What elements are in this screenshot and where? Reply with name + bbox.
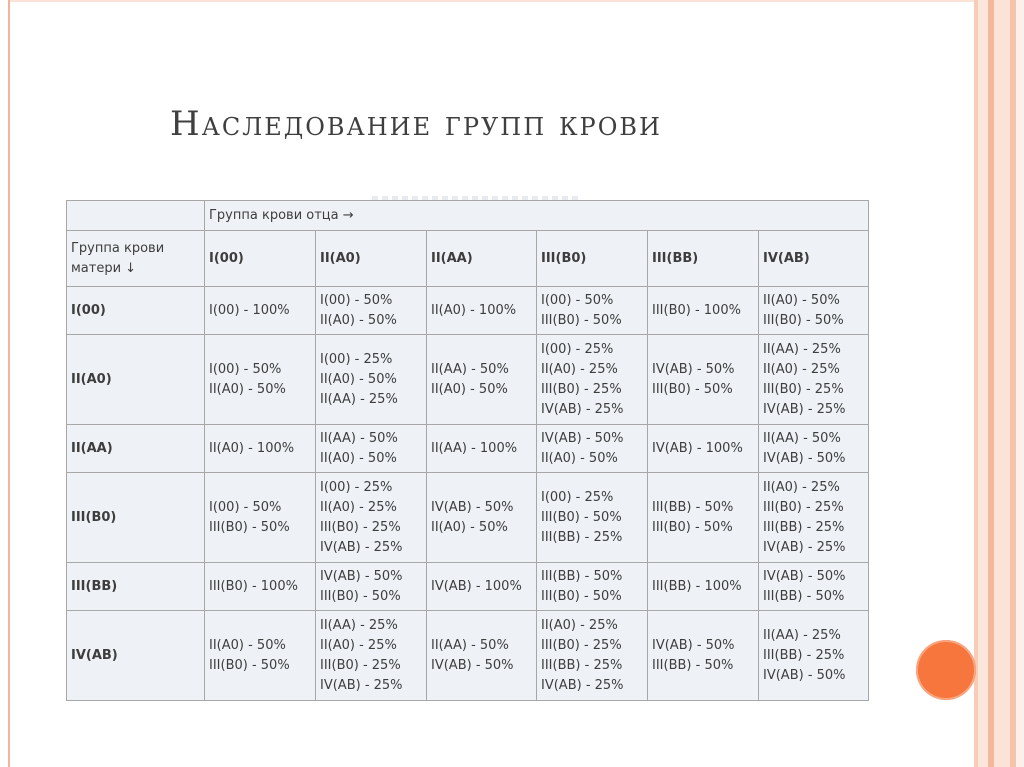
offspring-cell: [648, 563, 759, 611]
offspring-probability: II(A0) - 50%: [320, 312, 397, 328]
offspring-probability: III(B0) - 25%: [541, 381, 622, 397]
offspring-probability: IV(AB) - 100%: [431, 578, 522, 594]
offspring-probability: II(A0) - 25%: [320, 499, 397, 515]
offspring-probability: III(B0) - 25%: [320, 657, 401, 673]
offspring-probability: IV(AB) - 50%: [431, 657, 514, 673]
table-row: [67, 473, 869, 563]
table-row: [67, 425, 869, 473]
offspring-probability: IV(AB) - 25%: [320, 677, 403, 693]
offspring-probability: III(BB) - 50%: [652, 499, 734, 515]
offspring-probability: II(AA) - 50%: [431, 361, 509, 377]
mother-group-label-text: Группа крови матери ↓: [71, 240, 165, 276]
offspring-cell: [759, 611, 869, 701]
offspring-probability: II(A0) - 25%: [763, 361, 840, 377]
offspring-cell: [537, 287, 648, 335]
mother-row-header: III(B0): [67, 473, 205, 563]
offspring-probability: IV(AB) - 50%: [763, 568, 846, 584]
offspring-cell: [648, 611, 759, 701]
offspring-probability: I(00) - 25%: [541, 489, 614, 505]
offspring-cell: [759, 287, 869, 335]
offspring-cell: [427, 425, 537, 473]
offspring-probability: IV(AB) - 50%: [763, 667, 846, 683]
offspring-probability: II(A0) - 25%: [320, 637, 397, 653]
offspring-cell: [205, 563, 316, 611]
offspring-probability: IV(AB) - 50%: [541, 430, 624, 446]
offspring-probability: III(B0) - 50%: [541, 312, 622, 328]
offspring-probability: II(AA) - 50%: [320, 430, 398, 446]
offspring-cell: [205, 473, 316, 563]
father-column-header: I(00): [205, 231, 316, 287]
mother-row-header: IV(AB): [67, 611, 205, 701]
offspring-probability: III(B0) - 50%: [541, 588, 622, 604]
father-column-header: II(A0): [316, 231, 427, 287]
father-column-header: II(AA): [427, 231, 537, 287]
offspring-probability: I(00) - 50%: [209, 499, 282, 515]
mother-group-label: [67, 231, 205, 287]
slide-title: Наследование групп крови: [170, 104, 662, 144]
offspring-probability: III(B0) - 100%: [209, 578, 298, 594]
offspring-probability: III(B0) - 100%: [652, 302, 741, 318]
offspring-probability: II(AA) - 25%: [763, 627, 841, 643]
table-row: [67, 335, 869, 425]
offspring-probability: I(00) - 25%: [320, 351, 393, 367]
offspring-cell: [648, 287, 759, 335]
father-column-header: IV(AB): [759, 231, 869, 287]
offspring-cell: [316, 287, 427, 335]
offspring-probability: II(A0) - 50%: [431, 519, 508, 535]
offspring-probability: III(B0) - 25%: [320, 519, 401, 535]
offspring-probability: IV(AB) - 50%: [652, 637, 735, 653]
offspring-cell: [427, 563, 537, 611]
offspring-cell: [427, 335, 537, 425]
offspring-probability: I(00) - 25%: [320, 479, 393, 495]
offspring-probability: II(A0) - 50%: [320, 371, 397, 387]
offspring-cell: [316, 611, 427, 701]
offspring-cell: [759, 473, 869, 563]
offspring-cell: [316, 335, 427, 425]
offspring-cell: [537, 473, 648, 563]
offspring-probability: IV(AB) - 50%: [652, 361, 735, 377]
offspring-probability: I(00) - 100%: [209, 302, 290, 318]
father-column-header: III(BB): [648, 231, 759, 287]
offspring-probability: III(BB) - 25%: [763, 647, 845, 663]
father-group-label: Группа крови отца →: [205, 201, 869, 231]
offspring-probability: II(A0) - 50%: [431, 381, 508, 397]
blood-inheritance-table: [66, 200, 869, 701]
offspring-probability: III(B0) - 50%: [320, 588, 401, 604]
mother-row-header: III(BB): [67, 563, 205, 611]
offspring-probability: I(00) - 50%: [320, 292, 393, 308]
offspring-cell: [427, 287, 537, 335]
offspring-probability: IV(AB) - 50%: [763, 450, 846, 466]
offspring-cell: [316, 425, 427, 473]
offspring-probability: II(A0) - 25%: [541, 617, 618, 633]
offspring-cell: [648, 473, 759, 563]
offspring-probability: I(00) - 50%: [209, 361, 282, 377]
accent-circle: [916, 640, 976, 700]
offspring-probability: III(B0) - 50%: [652, 519, 733, 535]
offspring-probability: IV(AB) - 50%: [431, 499, 514, 515]
offspring-probability: IV(AB) - 25%: [763, 539, 846, 555]
offspring-cell: [205, 425, 316, 473]
mother-row-header: II(A0): [67, 335, 205, 425]
offspring-cell: [427, 611, 537, 701]
offspring-cell: [537, 425, 648, 473]
offspring-probability: I(00) - 50%: [541, 292, 614, 308]
offspring-probability: II(A0) - 50%: [209, 381, 286, 397]
father-column-header: III(B0): [537, 231, 648, 287]
table-corner: [67, 201, 205, 231]
offspring-cell: [316, 473, 427, 563]
offspring-cell: [205, 335, 316, 425]
decorative-stripes: [974, 0, 1024, 767]
offspring-probability: II(AA) - 50%: [763, 430, 841, 446]
offspring-probability: III(B0) - 25%: [763, 381, 844, 397]
mother-row-header: II(AA): [67, 425, 205, 473]
offspring-cell: [205, 287, 316, 335]
offspring-probability: III(BB) - 25%: [541, 529, 623, 545]
offspring-cell: [759, 563, 869, 611]
offspring-probability: II(AA) - 50%: [431, 637, 509, 653]
offspring-cell: [537, 563, 648, 611]
offspring-cell: [316, 563, 427, 611]
table-row: [67, 563, 869, 611]
offspring-probability: III(B0) - 50%: [541, 509, 622, 525]
offspring-probability: II(A0) - 50%: [320, 450, 397, 466]
offspring-probability: IV(AB) - 25%: [541, 401, 624, 417]
offspring-cell: [537, 611, 648, 701]
offspring-cell: [759, 425, 869, 473]
offspring-probability: III(BB) - 50%: [652, 657, 734, 673]
offspring-probability: II(A0) - 25%: [541, 361, 618, 377]
offspring-probability: III(BB) - 50%: [541, 568, 623, 584]
offspring-probability: II(A0) - 50%: [209, 637, 286, 653]
table-row: [67, 611, 869, 701]
offspring-probability: III(B0) - 25%: [541, 637, 622, 653]
offspring-probability: III(B0) - 50%: [763, 312, 844, 328]
offspring-probability: IV(AB) - 25%: [763, 401, 846, 417]
offspring-probability: III(BB) - 50%: [763, 588, 845, 604]
mother-row-header: I(00): [67, 287, 205, 335]
offspring-probability: III(B0) - 25%: [763, 499, 844, 515]
offspring-probability: II(AA) - 25%: [320, 391, 398, 407]
table-row: [67, 287, 869, 335]
offspring-probability: III(B0) - 50%: [652, 381, 733, 397]
offspring-probability: IV(AB) - 25%: [541, 677, 624, 693]
offspring-probability: III(BB) - 25%: [541, 657, 623, 673]
offspring-probability: II(A0) - 25%: [763, 479, 840, 495]
offspring-probability: II(A0) - 50%: [763, 292, 840, 308]
offspring-probability: III(B0) - 50%: [209, 657, 290, 673]
offspring-cell: [205, 611, 316, 701]
offspring-probability: II(AA) - 25%: [320, 617, 398, 633]
offspring-probability: II(A0) - 100%: [431, 302, 517, 318]
offspring-probability: II(A0) - 50%: [541, 450, 618, 466]
offspring-probability: III(B0) - 50%: [209, 519, 290, 535]
offspring-probability: II(AA) - 100%: [431, 440, 518, 456]
offspring-probability: III(BB) - 100%: [652, 578, 742, 594]
offspring-probability: II(A0) - 100%: [209, 440, 295, 456]
offspring-probability: IV(AB) - 50%: [320, 568, 403, 584]
offspring-cell: [648, 335, 759, 425]
offspring-probability: IV(AB) - 100%: [652, 440, 743, 456]
offspring-probability: II(AA) - 25%: [763, 341, 841, 357]
offspring-probability: I(00) - 25%: [541, 341, 614, 357]
offspring-cell: [648, 425, 759, 473]
offspring-probability: IV(AB) - 25%: [320, 539, 403, 555]
offspring-cell: [759, 335, 869, 425]
offspring-cell: [537, 335, 648, 425]
offspring-probability: III(BB) - 25%: [763, 519, 845, 535]
offspring-cell: [427, 473, 537, 563]
